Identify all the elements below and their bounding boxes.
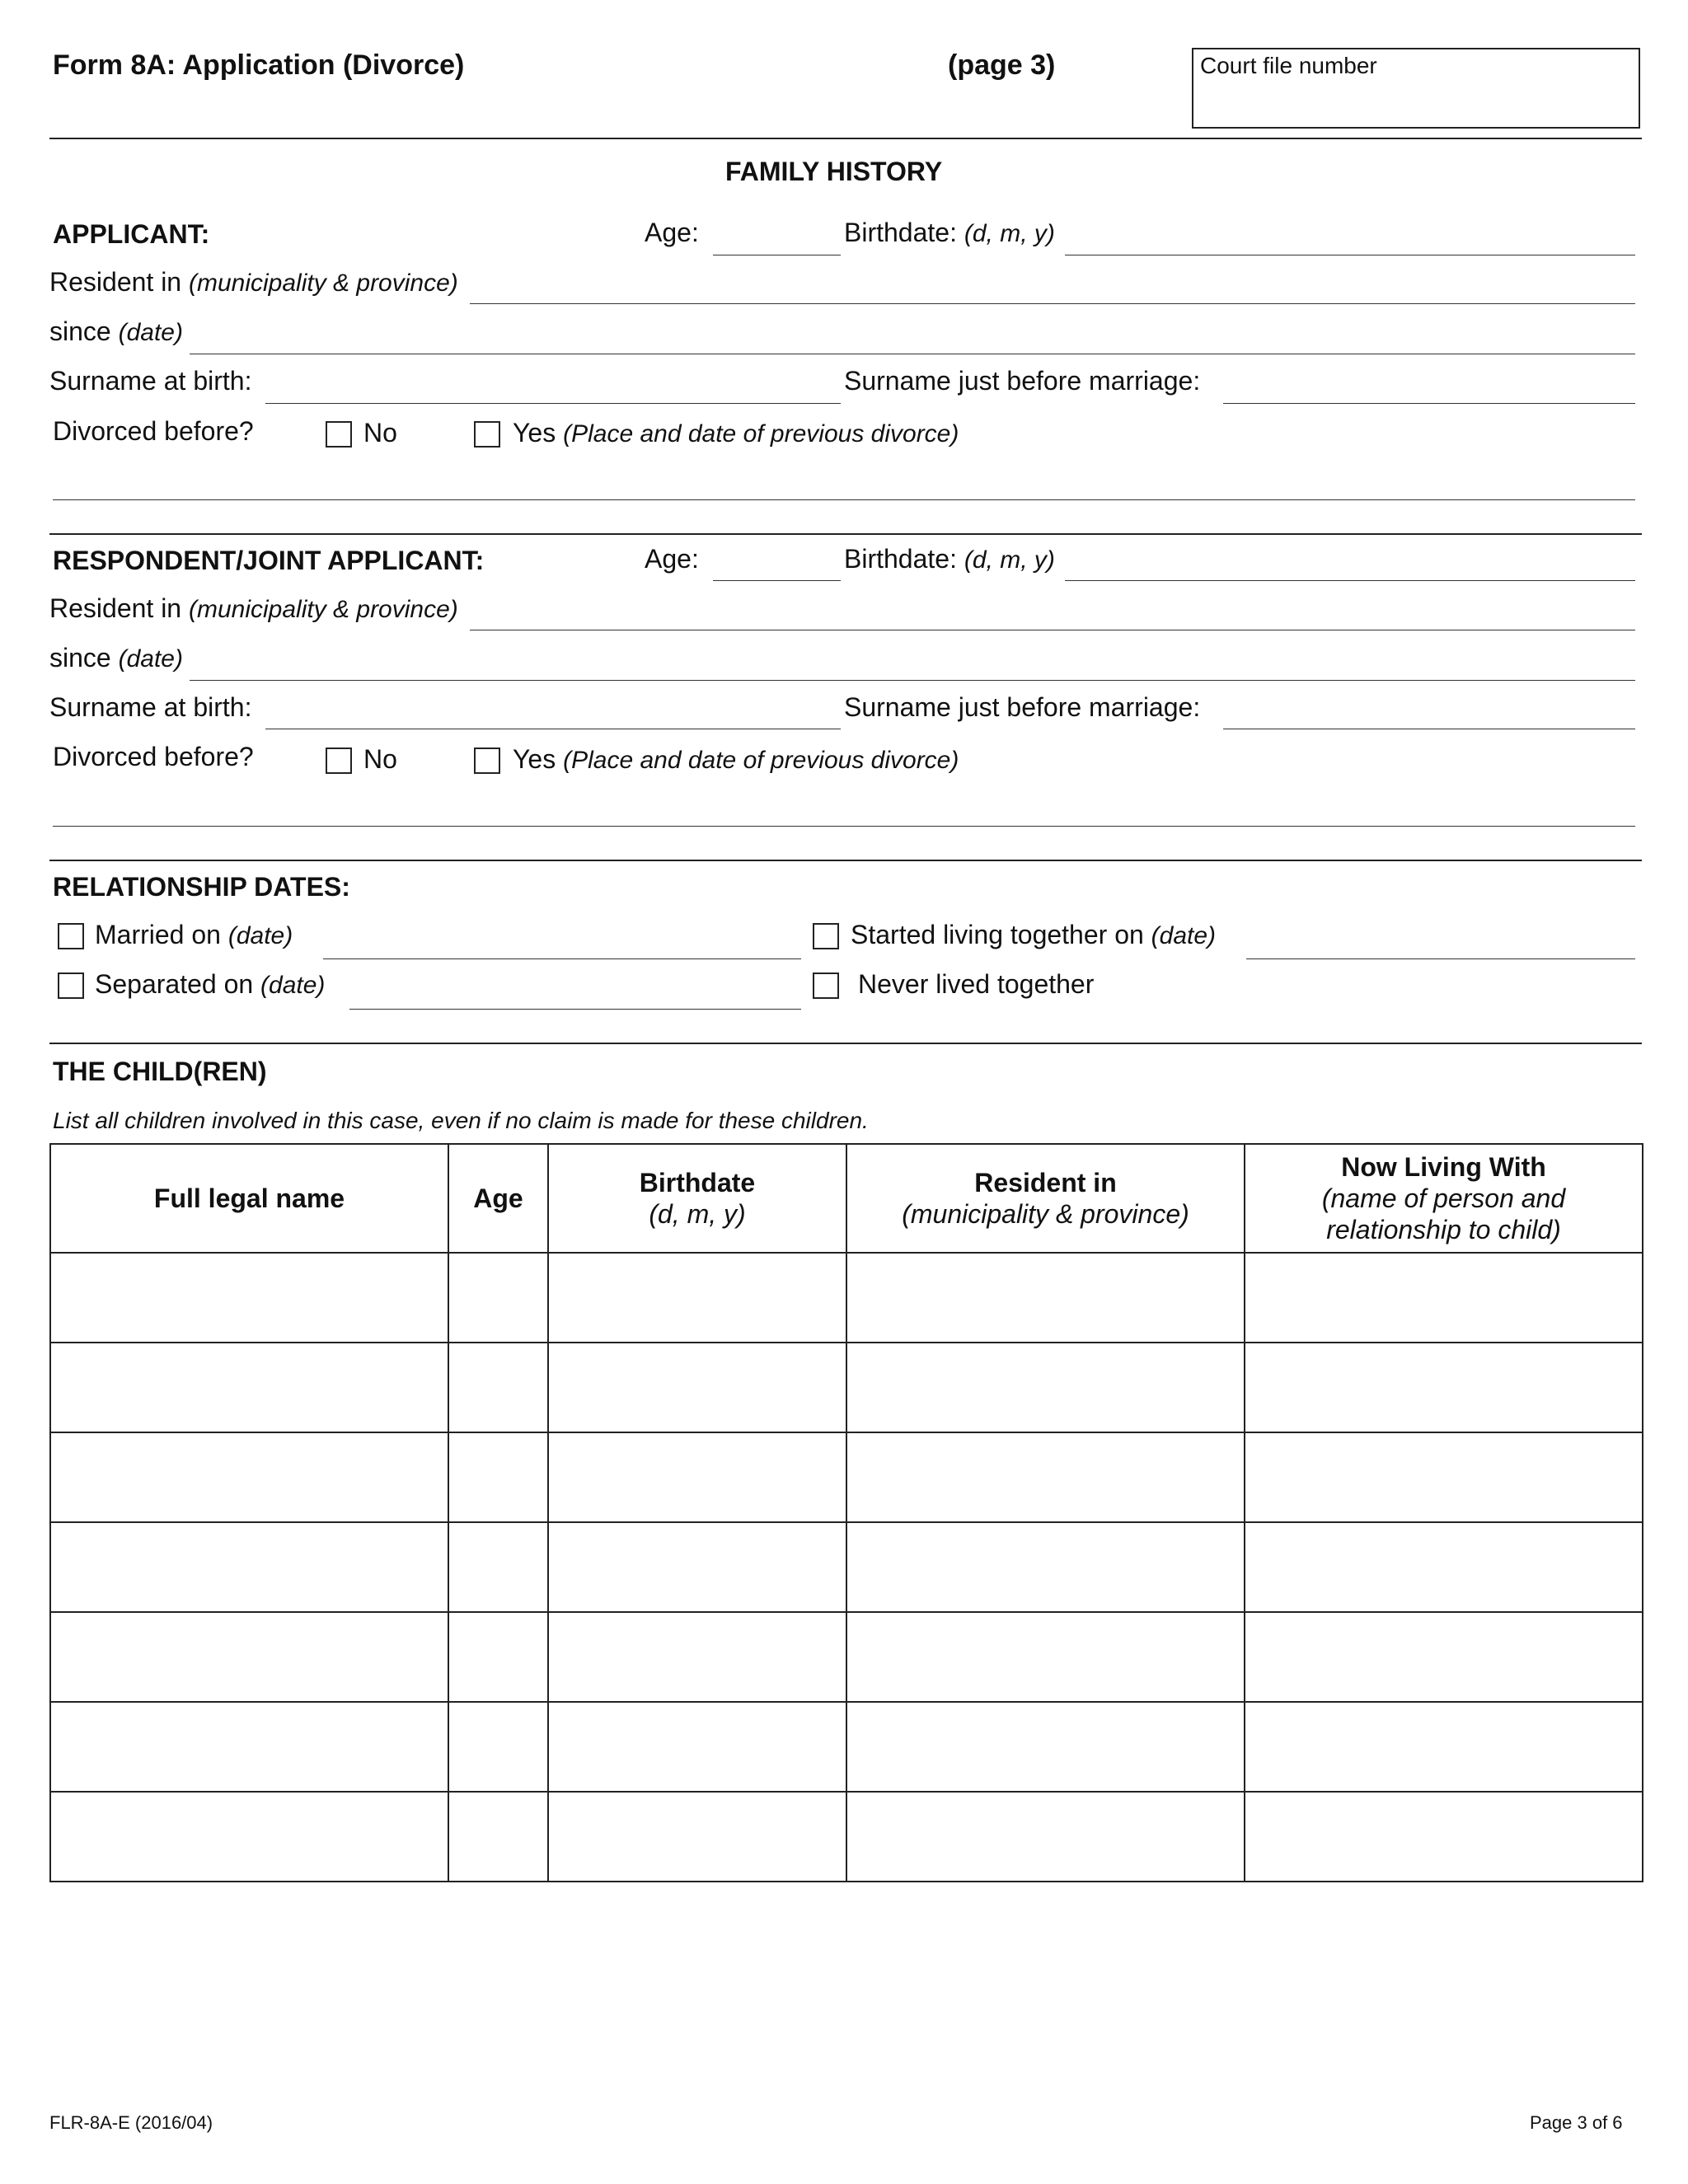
respondent-birthdate-field[interactable] [1065,551,1635,581]
relationship-heading: RELATIONSHIP DATES: [53,872,350,902]
form-title: Form 8A: Application (Divorce) [53,49,465,81]
child-resident-cell[interactable] [846,1343,1245,1432]
respondent-resident-hint: (municipality & province) [188,596,458,623]
page-label: (page 3) [948,49,1056,81]
started-living-date-field[interactable] [1246,929,1635,959]
married-label: Married on [95,920,221,949]
never-lived-checkbox[interactable] [813,972,839,999]
respondent-surname-birth-field[interactable] [265,699,841,729]
respondent-surname-birth-label: Surname at birth: [49,692,252,722]
child-living-with-cell[interactable] [1245,1432,1643,1522]
child-birthdate-cell[interactable] [548,1432,846,1522]
applicant-surname-birth-field[interactable] [265,373,841,404]
child-name-cell[interactable] [50,1702,448,1792]
married-date-field[interactable] [323,929,801,959]
applicant-resident-label: Resident in [49,267,182,297]
applicant-birthdate-label: Birthdate: [844,218,957,247]
applicant-since-label: since [49,316,111,346]
section-divider [49,860,1642,861]
respondent-since-hint: (date) [118,645,183,673]
respondent-heading: RESPONDENT/JOINT APPLICANT: [53,546,485,575]
child-resident-cell[interactable] [846,1612,1245,1702]
separated-date-field[interactable] [349,979,801,1010]
table-row [50,1612,1643,1702]
respondent-divorced-no-checkbox[interactable] [326,748,352,774]
header-divider [49,138,1642,139]
court-file-number-label: Court file number [1200,53,1377,78]
child-living-with-cell[interactable] [1245,1792,1643,1882]
child-name-cell[interactable] [50,1343,448,1432]
applicant-birthdate-hint: (d, m, y) [964,220,1055,247]
respondent-birthdate-label: Birthdate: [844,544,957,574]
children-heading: THE CHILD(REN) [53,1057,267,1086]
child-birthdate-cell[interactable] [548,1253,846,1343]
applicant-previous-divorce-field[interactable] [53,499,1635,500]
child-living-with-cell[interactable] [1245,1253,1643,1343]
applicant-resident-hint: (municipality & province) [188,269,458,297]
table-row [50,1343,1643,1432]
child-birthdate-cell[interactable] [548,1522,846,1612]
child-resident-cell[interactable] [846,1522,1245,1612]
respondent-divorced-label: Divorced before? [53,742,254,771]
table-row [50,1432,1643,1522]
section-title: FAMILY HISTORY [725,157,943,186]
child-birthdate-cell[interactable] [548,1612,846,1702]
child-age-cell[interactable] [448,1432,548,1522]
applicant-divorced-no-checkbox[interactable] [326,421,352,448]
respondent-surname-marriage-label: Surname just before marriage: [844,692,1201,722]
separated-checkbox[interactable] [58,972,84,999]
table-row [50,1792,1643,1882]
child-living-with-cell[interactable] [1245,1612,1643,1702]
respondent-since-field[interactable] [190,650,1635,681]
page-number: Page 3 of 6 [1530,2112,1623,2133]
respondent-divorced-yes-label: Yes [513,744,556,774]
child-resident-cell[interactable] [846,1253,1245,1343]
applicant-divorced-label: Divorced before? [53,416,254,446]
started-living-checkbox[interactable] [813,923,839,949]
never-lived-label: Never lived together [858,969,1095,999]
respondent-surname-marriage-field[interactable] [1223,699,1635,729]
child-name-cell[interactable] [50,1792,448,1882]
started-living-label: Started living together on [851,920,1144,949]
column-header-name: Full legal name [50,1144,448,1253]
child-name-cell[interactable] [50,1522,448,1612]
child-age-cell[interactable] [448,1612,548,1702]
column-header-birthdate: Birthdate (d, m, y) [548,1144,846,1253]
form-code: FLR-8A-E (2016/04) [49,2112,213,2133]
child-age-cell[interactable] [448,1343,548,1432]
applicant-surname-birth-label: Surname at birth: [49,366,252,396]
applicant-divorced-yes-hint: (Place and date of previous divorce) [563,420,959,448]
children-table-header [50,1144,1643,1253]
child-birthdate-cell[interactable] [548,1343,846,1432]
married-checkbox[interactable] [58,923,84,949]
section-divider [49,533,1642,535]
respondent-birthdate-hint: (d, m, y) [964,546,1055,574]
respondent-since-label: since [49,643,111,673]
child-age-cell[interactable] [448,1702,548,1792]
applicant-age-field[interactable] [713,225,841,255]
respondent-previous-divorce-field[interactable] [53,826,1635,827]
respondent-resident-label: Resident in [49,593,182,623]
column-header-age: Age [448,1144,548,1253]
applicant-since-hint: (date) [118,319,183,346]
applicant-since-field[interactable] [190,324,1635,354]
respondent-age-field[interactable] [713,551,841,581]
child-living-with-cell[interactable] [1245,1343,1643,1432]
child-resident-cell[interactable] [846,1792,1245,1882]
child-resident-cell[interactable] [846,1432,1245,1522]
applicant-divorced-yes-label: Yes [513,418,556,448]
child-age-cell[interactable] [448,1253,548,1343]
child-name-cell[interactable] [50,1612,448,1702]
respondent-divorced-yes-checkbox[interactable] [474,748,500,774]
column-header-living-with: Now Living With (name of person and relationship to child) [1245,1144,1643,1253]
children-table [49,1143,1643,1882]
applicant-divorced-yes-checkbox[interactable] [474,421,500,448]
child-age-cell[interactable] [448,1522,548,1612]
child-living-with-cell[interactable] [1245,1522,1643,1612]
respondent-divorced-yes-hint: (Place and date of previous divorce) [563,747,959,774]
children-instruction: List all children involved in this case, even if no claim is made for these children. [53,1108,869,1133]
applicant-surname-marriage-label: Surname just before marriage: [844,366,1201,396]
applicant-surname-marriage-field[interactable] [1223,373,1635,404]
child-living-with-cell[interactable] [1245,1702,1643,1792]
applicant-age-label: Age: [645,218,699,247]
child-birthdate-cell[interactable] [548,1702,846,1792]
applicant-heading: APPLICANT: [53,219,210,249]
applicant-birthdate-field[interactable] [1065,225,1635,255]
child-resident-cell[interactable] [846,1702,1245,1792]
child-age-cell[interactable] [448,1792,548,1882]
respondent-resident-field[interactable] [470,600,1635,630]
separated-hint: (date) [260,972,326,999]
applicant-resident-field[interactable] [470,274,1635,304]
court-file-number-field[interactable] [1192,48,1640,129]
started-living-hint: (date) [1151,922,1217,949]
column-header-resident: Resident in (municipality & province) [846,1144,1245,1253]
respondent-age-label: Age: [645,544,699,574]
table-row [50,1702,1643,1792]
married-hint: (date) [227,922,293,949]
child-name-cell[interactable] [50,1253,448,1343]
section-divider [49,1043,1642,1044]
table-row [50,1522,1643,1612]
respondent-divorced-no-label: No [363,744,397,774]
child-birthdate-cell[interactable] [548,1792,846,1882]
child-name-cell[interactable] [50,1432,448,1522]
applicant-divorced-no-label: No [363,418,397,448]
separated-label: Separated on [95,969,254,999]
table-row [50,1253,1643,1343]
